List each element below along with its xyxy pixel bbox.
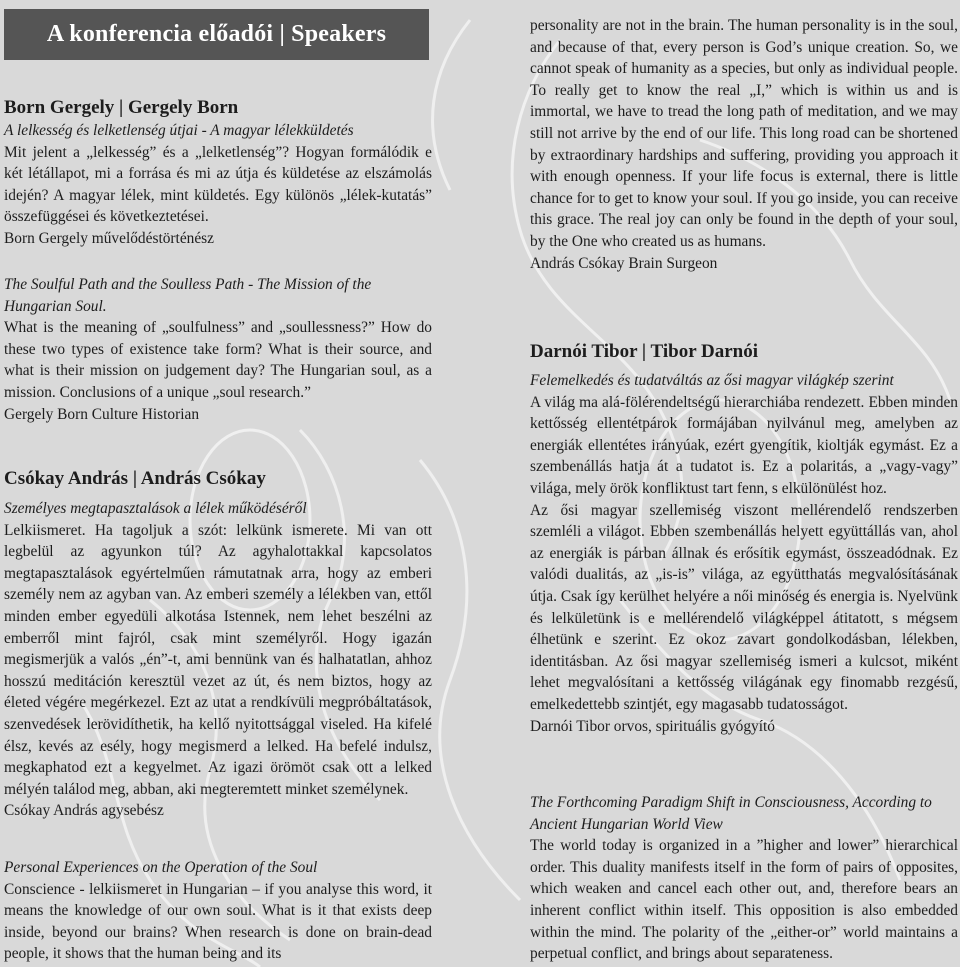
talk-title-hu: A lelkesség és lelketlenség útjai - A magyar lélekküldetés <box>4 122 354 139</box>
speaker-name: Darnói Tibor | Tibor Darnói <box>530 341 759 362</box>
speaker-darnoi <box>530 340 958 737</box>
speaker-signature-en: Gergely Born Culture Historian <box>4 405 200 423</box>
talk-title-hu: Személyes megtapasztalások a lélek működéséről <box>4 500 307 517</box>
abstract-en-continued: personality are not in the brain. The human personality is in the soul, and because of that, every person is God’s unique creation. So, we cannot speak of humanity as a species, but only as individual people. To really get to know the real „I,” which is within us and is immortal, we have to tread the long path of meditation, and we may still not arrive by the end of our life. This long road can be shortened by extraordinary hardships and suffering, providing you approach it with enough openness. If your life focus is external, there is little chance for to get to know your soul. If you go inside, you can receive this grace. The real joy can only be found in the depth of your soul, by the One who created us as humans. <box>530 17 958 250</box>
speaker-csokay-en <box>4 857 432 965</box>
speaker-signature-hu: Born Gergely művelődéstörténész <box>4 229 214 247</box>
speaker-signature-en: András Csókay Brain Surgeon <box>530 254 718 272</box>
speaker-signature-hu: Darnói Tibor orvos, spirituális gyógyító <box>530 717 775 735</box>
speaker-name: Csókay András | András Csókay <box>4 468 266 489</box>
abstract-hu: Lelkiismeret. Ha tagoljuk a szót: lelkünk ismerete. Mi van ott legbelül az agyunkon túl? Az agyhalottakkal kapcsolatos megtapasztalások egyértelműen rámutatnak arra, hogy az emberi személy nem az agyban van. Az emberi személy a lélekben van, ettől minden ember egyedüli alkotása Istennek, nem lehet beszélni az emberről mint fajról, csak mint személyről. Hogy igazán megismerjük a valós „én”-t, ami bennünk van és halhatatlan, ahhoz hosszú meditáción keresztül vezet az út, és nem biztos, hogy az életed végére megérkezel. Ezt az utat a rendkívüli megpróbáltatások, szenvedések lerövidíthetik, ha kellő nyitottsággal viseled. Ha kifelé élsz, kevés az esély, hogy megismerd a lelked. Ha befelé indulsz, megkaphatod ezt a kegyelmet. Az igazi örömöt csak ott a lelked mélyén találod meg, abban, aki megteremtett minket személynek. <box>4 521 432 798</box>
talk-title-en: The Soulful Path and the Soulless Path - The Mission of the Hungarian Soul. <box>4 276 372 315</box>
speaker-signature-hu: Csókay András agysebész <box>4 802 164 820</box>
speaker-born-en <box>4 274 432 425</box>
speaker-name: Born Gergely | Gergely Born <box>4 97 239 118</box>
abstract-hu-paragraph-1: A világ ma alá-fölérendeltségű hierarchiába rendezett. Ebben minden kettősség ellentétpárok formájában nyilvánul meg, amelyben az energiák ellentétes irányúak, ezért gyengítik, kioltják egymást. Ez a szembenállás hatja át a tudatot is. Ez a polaritás, a „vagy-vagy” világa, mely örök konfliktust tart fenn, s elkülönülést hoz. <box>530 393 958 497</box>
speaker-born <box>4 96 432 250</box>
talk-title-en: Personal Experiences on the Operation of the Soul <box>4 859 318 876</box>
speaker-csokay-en-continued <box>530 15 958 274</box>
abstract-en: The world today is organized in a ”higher and lower” hierarchical order. This duality manifests itself in the form of pairs of opposites, which weaken and cancel each other out, and, therefore bears an inherent conflict within itself. This opposition is also embedded within the mind. The polarity of the „either-or” world maintains a perpetual conflict, and brings about separateness. <box>530 837 958 963</box>
abstract-en: Conscience - lelkiismeret in Hungarian – if you analyse this word, it means the knowledge of our own soul. What is it that exists deep inside, beyond our brains? When research is done on brain-dead people, it shows that the human being and its <box>4 880 432 963</box>
talk-title-hu: Felemelkedés és tudatváltás az ősi magyar világkép szerint <box>530 372 894 389</box>
page-title: A konferencia előadói | Speakers <box>46 21 387 47</box>
abstract-hu: Mit jelent a „lelkesség” és a „lelketlenség”? Hogyan formálódik e két létállapot, mi a forrása és mi az útja és küldetése az elszámolás idején? A magyar lélek, mint küldetés. Egy különös „lélek-kutatás” összefüggései és következtetései. <box>4 143 432 226</box>
talk-title-en: The Forthcoming Paradigm Shift in Consciousness, According to Ancient Hungarian World View <box>530 794 932 833</box>
speaker-csokay <box>4 467 432 822</box>
abstract-hu-paragraph-2: Az ősi magyar szellemiség viszont mellérendelő rendszerben szemléli a világot. Ebben szembenállás helyett együttállás van, ahol az energiák is párban állnak és erősítik egymást, összeadódnak. Ez valódi dualitás, az „is-is” világa, az együtthatás megvalósításának útja. Csak így kerülhet helyére a női minőség és energia is. Nyelvünk és lelkületünk is e mellérendelő világképpel átitatott, s mégsem élhetünk e szerint. Ez okoz zavart gondolkodásban, lélekben, identitásban. Az ősi magyar szellemiség ismeri a kulcsot, miként lehet megvalósítani a kettősség világának egy finomabb rezgésű, emelkedettebb szintjét, egy magasabb tudatosságot. <box>530 501 958 713</box>
page-header-bar <box>4 9 429 60</box>
speaker-darnoi-en <box>530 792 958 965</box>
abstract-en: What is the meaning of „soulfulness” and „soullessness?” How do these two types of existence take form? What is their source, and what is their mission on judgement day? The Hungarian soul, as a mission. Conclusions of a unique „soul research.” <box>4 319 432 401</box>
